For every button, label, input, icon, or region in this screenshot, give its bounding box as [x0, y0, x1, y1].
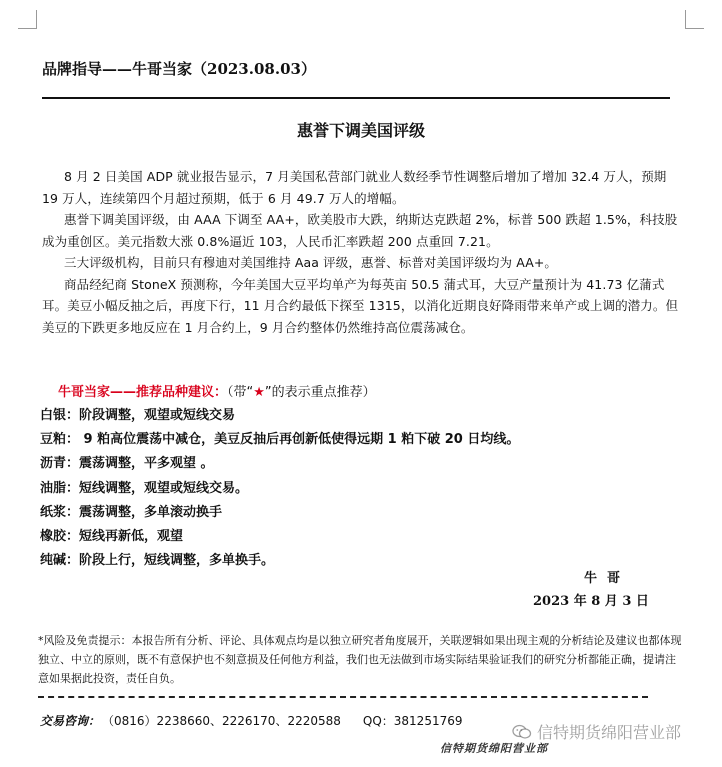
list-item-soda-ash	[40, 549, 519, 573]
header-rule	[42, 97, 670, 99]
document-title: 惠誉下调美国评级	[296, 121, 425, 140]
risk-disclaimer: *风险及免责提示：本报告所有分析、评论、具体观点均是以独立研究者角度展开，关联逻辑如果出现主观的分析结论及建议也都体现独立、中立的原则，既不有意保护也不刻意损及任何他方利益，我们也无法做到市场实际结果验证我们的研究分析都能正确，提请注意如果据此投资，责任自负。	[38, 634, 682, 685]
watermark-text: 信特期货绵阳营业部	[537, 723, 682, 742]
crop-mark-top-right	[685, 10, 704, 29]
commodity-name: 白银：	[40, 408, 80, 423]
footer-stamp: 信特期货绵阳营业部	[440, 742, 548, 755]
recommendation-title: 牛哥当家——推荐品种建议：	[58, 385, 228, 400]
recommendation-list	[40, 404, 519, 573]
list-item-oils	[40, 477, 519, 501]
commodity-advice: 9 粕高位震荡中减仓，美豆反抽后再创新低使得远期 1 粕下破 20 日均线。	[79, 432, 520, 448]
recommendation-heading	[58, 381, 376, 400]
list-item-asphalt	[40, 452, 519, 476]
star-icon: ★	[253, 385, 265, 400]
report-header: 品牌指导——牛哥当家（2023.08.03）	[42, 60, 316, 78]
contact-qq: QQ：381251769	[362, 714, 463, 728]
report-body	[42, 166, 682, 338]
commodity-name: 纸浆：	[40, 504, 80, 520]
paragraph-fitch: 惠誉下调美国评级，由 AAA 下调至 AA+，欧美股市大跌，纳斯达克跌超 2%，标普 500 跌超 1.5%，科技股成为重创区。美元指数大涨 0.8%逼近 103，人民币汇率跌超 200 点重回 7.21。	[42, 212, 678, 249]
dashed-divider	[38, 696, 648, 698]
contact-line	[40, 712, 463, 729]
recommendation-note-suffix: ”的表示重点推荐）	[264, 385, 376, 400]
commodity-name: 沥青：	[40, 456, 80, 472]
commodity-advice: 震荡调整，平多观望 。	[79, 456, 214, 472]
commodity-advice: 阶段上行，短线调整，多单换手。	[79, 553, 275, 569]
wechat-icon	[512, 724, 532, 740]
commodity-name: 橡胶：	[40, 529, 80, 545]
crop-mark-top-left	[18, 10, 37, 29]
signature-date: 2023 年 8 月 3 日	[533, 594, 649, 609]
signature-name: 牛哥	[584, 571, 631, 586]
list-item-pulp	[40, 501, 519, 525]
commodity-name: 纯碱：	[40, 553, 80, 569]
paragraph-ratings: 三大评级机构，目前只有穆迪对美国维持 Aaa 评级，惠誉、标普对美国评级均为 AA+。	[64, 255, 558, 270]
commodity-name: 豆粕：	[40, 432, 80, 448]
list-item-silver	[40, 404, 519, 428]
commodity-advice: 短线再新低，观望	[79, 529, 184, 545]
commodity-name: 油脂：	[40, 480, 80, 496]
contact-phones: （0816）2238660、2226170、2220588	[108, 714, 341, 728]
recommendation-note-prefix: （带“	[227, 385, 254, 400]
commodity-advice: 阶段调整，观望或短线交易	[79, 408, 236, 423]
list-item-rubber	[40, 525, 519, 549]
list-item-soymeal	[40, 428, 519, 452]
commodity-advice: 震荡调整，多单滚动换手	[79, 504, 223, 520]
contact-label: 交易咨询：	[40, 714, 101, 728]
paragraph-adp: 8 月 2 日美国 ADP 就业报告显示，7 月美国私营部门就业人数经季节性调整后增加了增加 32.4 万人，预期 19 万人，连续第四个月超过预期，低于 6 月 49.7 万人的增幅。	[42, 169, 667, 206]
commodity-advice: 短线调整，观望或短线交易。	[79, 480, 249, 496]
paragraph-soybean: 商品经纪商 StoneX 预测称，今年美国大豆平均单产为每英亩 50.5 蒲式耳，大豆产量预计为 41.73 亿蒲式耳。美豆小幅反抽之后，再度下行，11 月合约最低下探至 1315，以消化近期良好降雨带来单产或上调的潜力。但美豆的下跌更多地反应在 1 月合约上，9 月合约整体仍然维持高位震荡减仓。	[42, 276, 679, 335]
